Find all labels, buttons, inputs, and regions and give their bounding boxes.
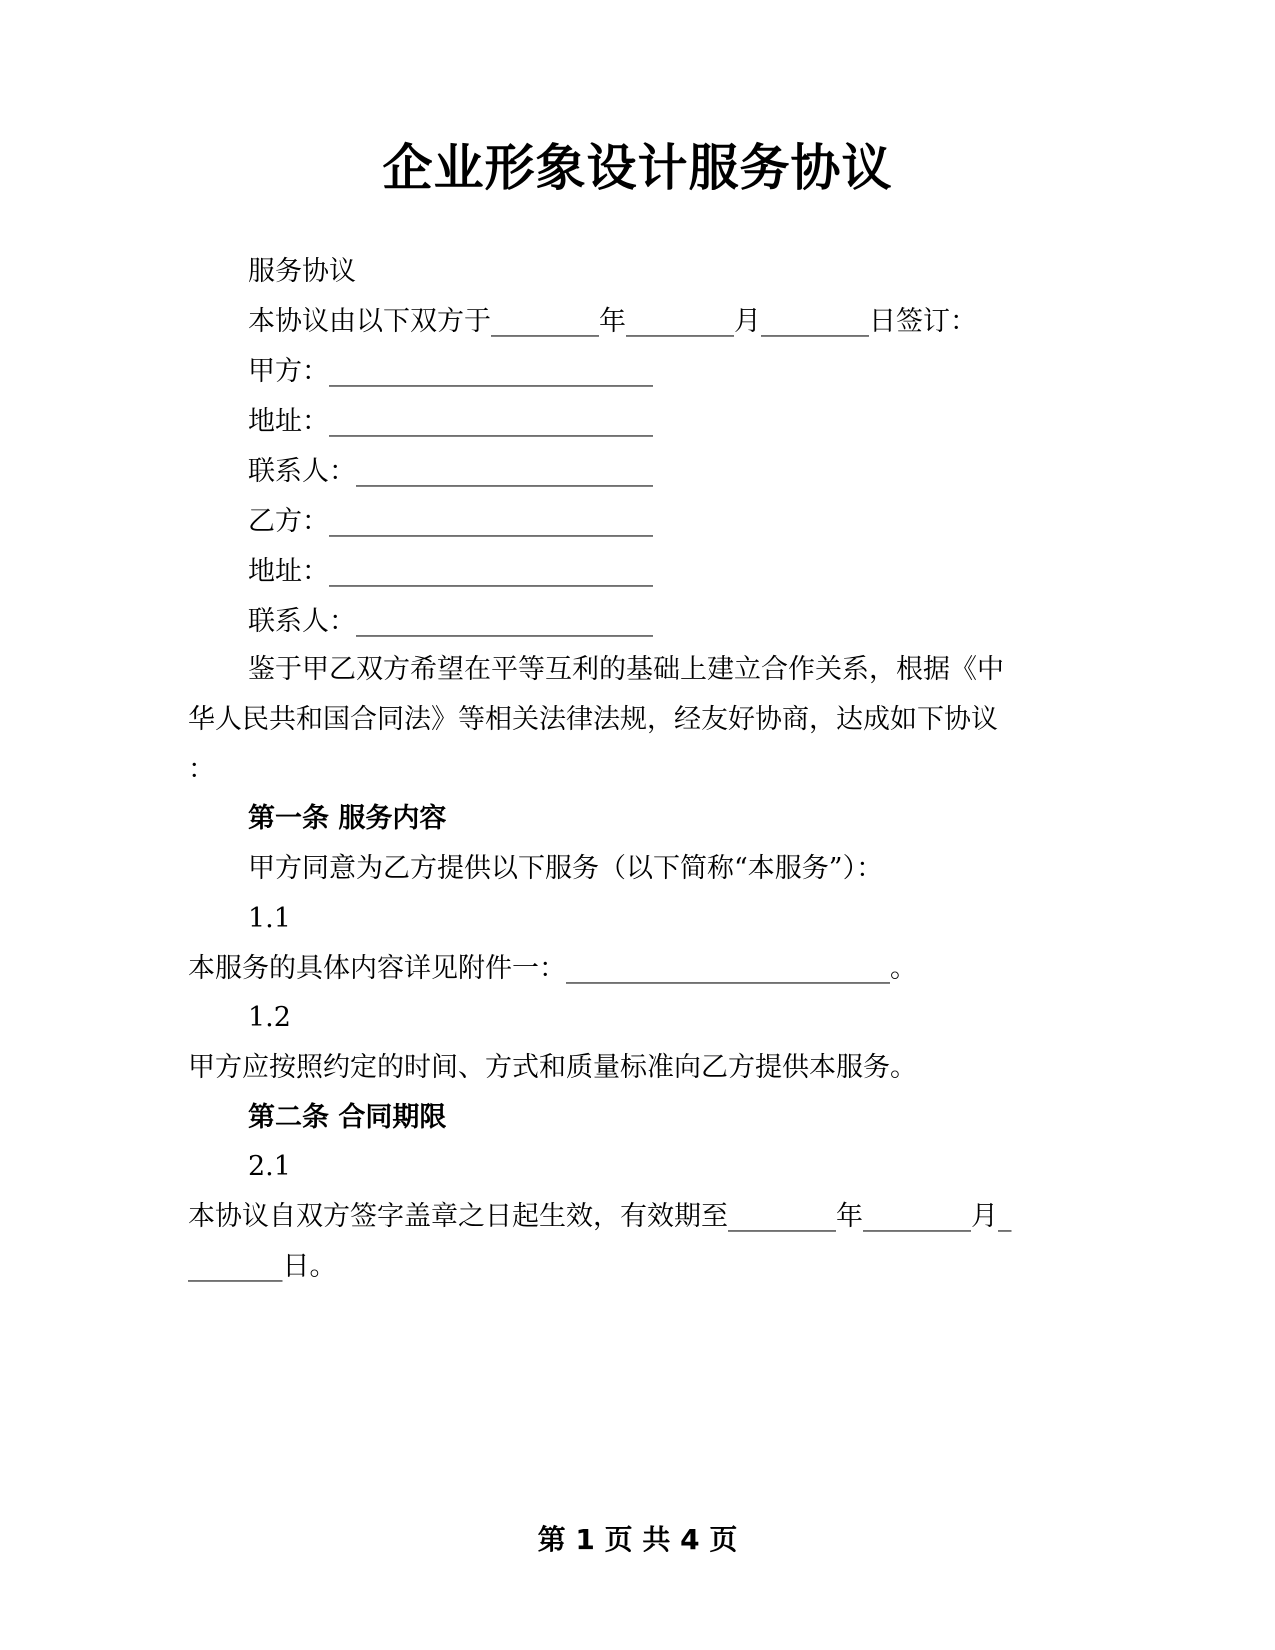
party-a-contact-line: 联系人：______________________ <box>248 456 653 487</box>
preamble-line-1: 鉴于甲乙双方希望在平等互利的基础上建立合作关系，根据《中 <box>248 654 1004 685</box>
article-1-intro: 甲方同意为乙方提供以下服务（以下简称“本服务”）： <box>248 853 884 884</box>
party-b-address-line: 地址：________________________ <box>248 556 653 587</box>
party-a-address-line: 地址：________________________ <box>248 406 653 437</box>
party-b-contact-line: 联系人：______________________ <box>248 606 653 637</box>
article-1-heading: 第一条 服务内容 <box>248 803 447 834</box>
party-b-line: 乙方：________________________ <box>248 506 653 537</box>
preamble-line-2: 华人民共和国合同法》等相关法律法规，经友好协商，达成如下协议 <box>188 704 998 735</box>
article-2-heading: 第二条 合同期限 <box>248 1102 447 1133</box>
document-title: 企业形象设计服务协议 <box>382 138 893 197</box>
clause-2-1-number: 2.1 <box>248 1151 291 1182</box>
page-footer: 第 1 页 共 4 页 <box>537 1523 738 1556</box>
subtitle: 服务协议 <box>248 256 356 287</box>
clause-1-2-text: 甲方应按照约定的时间、方式和质量标准向乙方提供本服务。 <box>188 1052 917 1083</box>
clause-2-1-text-line-2: _______日。 <box>188 1251 337 1282</box>
clause-1-2-number: 1.2 <box>248 1002 291 1033</box>
clause-1-1-text: 本服务的具体内容详见附件一：________________________。 <box>188 953 917 984</box>
preamble-line-3: ： <box>188 754 215 785</box>
party-a-line: 甲方：________________________ <box>248 356 653 387</box>
clause-1-1-number: 1.1 <box>248 903 291 934</box>
sign-date-line: 本协议由以下双方于________年________月________日签订： <box>248 306 977 337</box>
clause-2-1-text-line-1: 本协议自双方签字盖章之日起生效，有效期至________年________月_ <box>188 1201 1012 1232</box>
